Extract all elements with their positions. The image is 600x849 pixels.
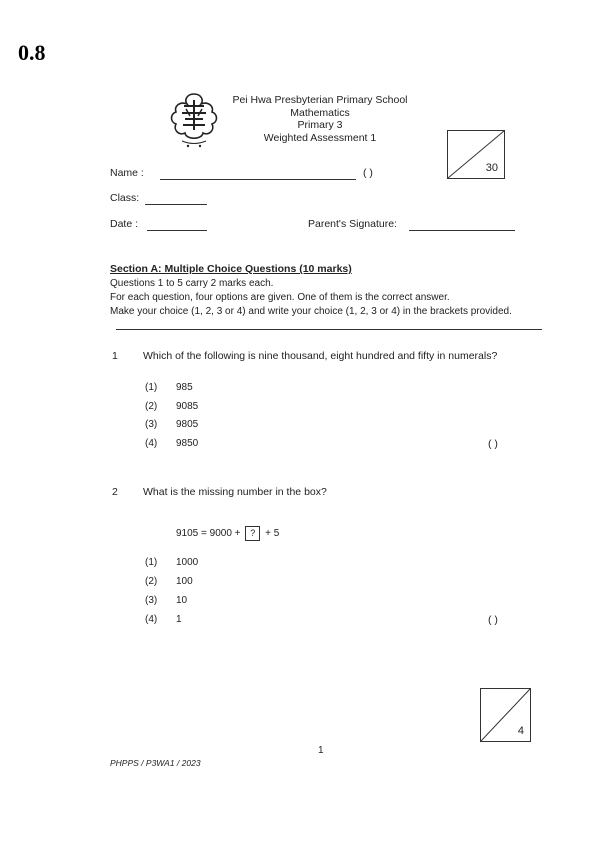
page-number: 1 [318, 745, 324, 756]
school-header [230, 94, 410, 144]
option-value: 985 [176, 382, 193, 393]
page-score: 4 [517, 725, 524, 737]
name-index-bracket: ( ) [363, 167, 373, 179]
name-field[interactable] [160, 179, 356, 180]
assessment-title: Weighted Assessment 1 [263, 131, 377, 144]
option-value: 9850 [176, 438, 199, 449]
option-key: (1) [145, 557, 158, 568]
section-divider [116, 329, 542, 330]
option-value: 100 [176, 576, 193, 587]
equation-right: + 5 [265, 528, 280, 540]
total-score-box [447, 130, 505, 179]
option-key: (3) [145, 419, 158, 430]
answer-bracket[interactable]: ( ) [488, 438, 498, 450]
class-label: Class: [110, 192, 140, 204]
question-text: Which of the following is nine thousand, eight hundred and fifty in numerals? [143, 350, 498, 362]
option-key: (2) [145, 576, 158, 587]
section-a-title: Section A: Multiple Choice Questions (10 marks) [110, 263, 352, 275]
instruction-line: Questions 1 to 5 carry 2 marks each. [110, 278, 274, 289]
option-key: (2) [145, 401, 158, 412]
option-key: (3) [145, 595, 158, 606]
total-score: 30 [485, 162, 498, 174]
parent-signature-field[interactable] [409, 230, 515, 231]
date-field[interactable] [147, 230, 207, 231]
question-number: 2 [112, 486, 118, 498]
class-field[interactable] [145, 204, 207, 205]
school-name: Pei Hwa Presbyterian Primary School [232, 94, 408, 106]
equation [176, 526, 279, 541]
footer-code: PHPPS / P3WA1 / 2023 [110, 758, 201, 768]
date-label: Date : [110, 218, 139, 230]
option-key: (1) [145, 382, 158, 393]
question-number: 1 [112, 350, 118, 362]
page-tag: 0.8 [18, 40, 46, 65]
equation-left: 9105 = 9000 + [176, 528, 241, 540]
subject: Mathematics [290, 106, 350, 119]
level: Primary 3 [297, 119, 343, 131]
question-text: What is the missing number in the box? [143, 486, 327, 498]
page-score-box [480, 688, 531, 742]
parent-signature-label: Parent's Signature: [308, 218, 397, 230]
answer-bracket[interactable]: ( ) [488, 614, 498, 626]
option-value: 1 [176, 614, 182, 625]
option-value: 10 [176, 595, 188, 606]
option-value: 9085 [176, 401, 199, 412]
option-value: 9805 [176, 419, 199, 430]
option-key: (4) [145, 614, 158, 625]
instruction-line: Make your choice (1, 2, 3 or 4) and write your choice (1, 2, 3 or 4) in the brackets provided. [110, 306, 512, 317]
option-key: (4) [145, 438, 158, 449]
instruction-line: For each question, four options are given. One of them is the correct answer. [110, 292, 450, 303]
name-label: Name : [110, 167, 144, 179]
missing-number-box: ? [245, 526, 260, 541]
option-value: 1000 [176, 557, 199, 568]
school-logo-icon [168, 90, 220, 152]
